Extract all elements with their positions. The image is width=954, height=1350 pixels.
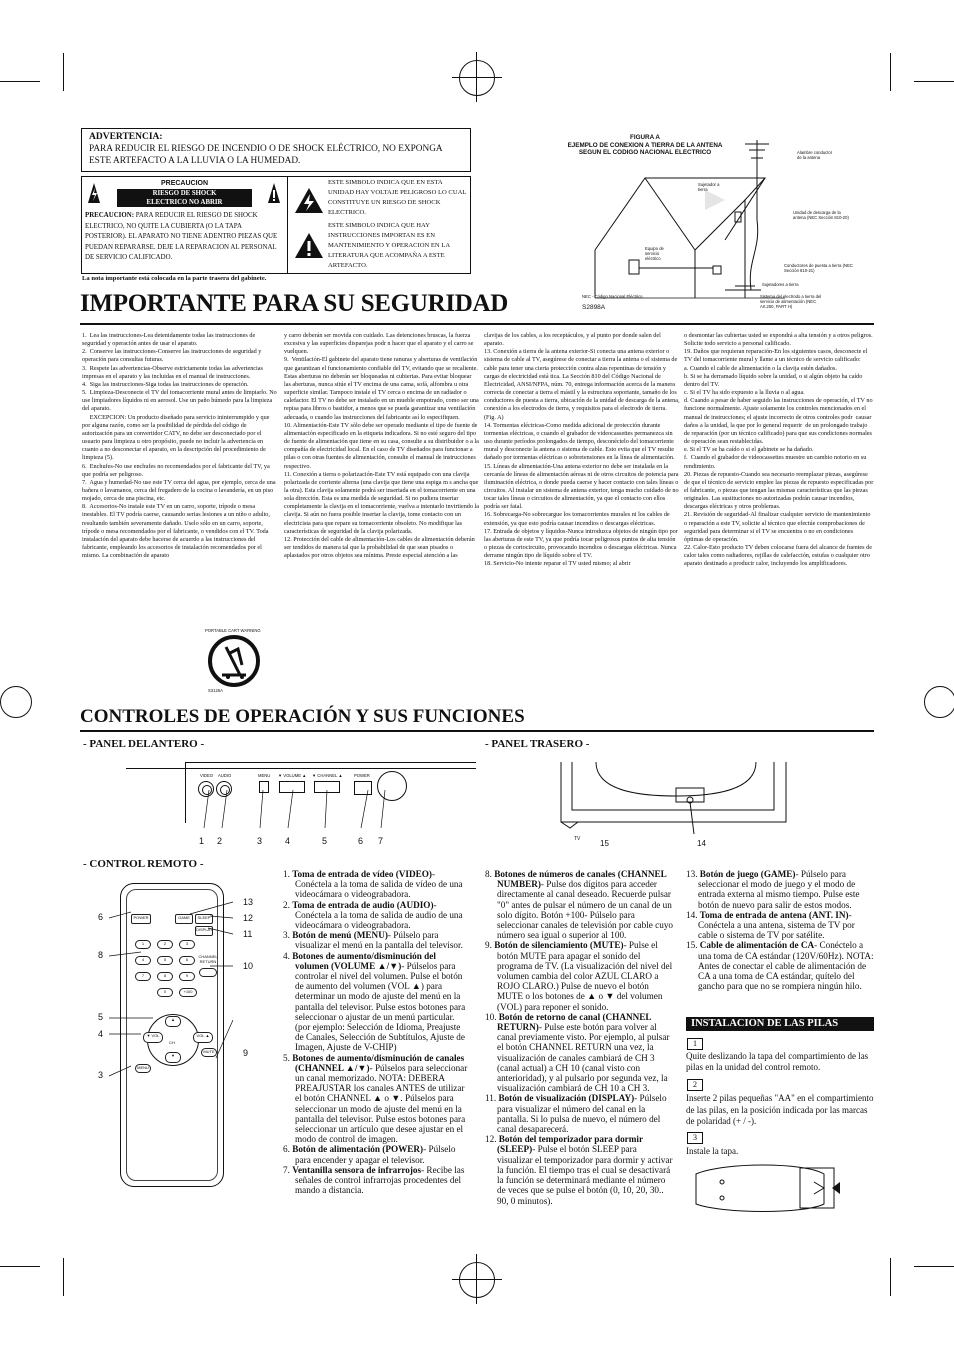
remote-ch-label: CH xyxy=(169,1040,175,1045)
battery-heading: INSTALACION DE LAS PILAS xyxy=(686,1017,874,1031)
remote-callout-10: 10 xyxy=(243,961,254,971)
figure-code: S2898A xyxy=(582,304,606,311)
function-text: - Pulse dos dígitos para acceder directamente al canal deseado. Recuerde pulsar "0" antes de pulsar el número de un canal de un solo dígito. Botón +100- Púlselo para seleccionar canales de televisión por cable cuyo número sea igual o superior al 100. xyxy=(497,879,674,941)
function-number: 9. xyxy=(485,940,495,951)
function-text: - Conéctela a una antena, sistema de TV por cable o sistema de TV por satélite. xyxy=(698,909,855,941)
cart-warning-icon xyxy=(208,635,260,687)
function-number: 5. xyxy=(283,1052,293,1063)
cart-warning-code: S3126A xyxy=(208,688,223,693)
registration-mark-icon xyxy=(459,1262,495,1298)
warning-text: PARA REDUCIR EL RIESGO DE INCENDIO O DE SHOCK ELÉCTRICO, NO EXPONGA ESTE ARTEFACTO A LA LLUVIA O LA HUMEDAD. xyxy=(89,144,443,166)
functions-column-2 xyxy=(485,869,673,1206)
crop-mark xyxy=(914,81,954,82)
front-panel-heading: - PANEL DELANTERO - xyxy=(83,738,205,750)
function-text: - Pulse el botón SLEEP para visualizar el temporizador para dormir y activar la función. El tiempo tras el cual se desactivará la función se determinará mediante el número de veces que se pulse el botón (0, 10, 20, 30.. 90, 0 minutos). xyxy=(497,1144,673,1206)
function-item xyxy=(283,1053,471,1145)
function-number: 14. xyxy=(686,909,700,920)
function-text: - Conéctelo a una toma de CA estándar (120V/60Hz). NOTA: Antes de conectar el cable de alimentación de CA a una toma de CA estándar, quítelo del gancho para que no se rompiera ningún hilo. xyxy=(698,940,874,992)
page-title-safety: IMPORTANTE PARA SU SEGURIDAD xyxy=(80,290,509,317)
function-title: Botón del temporizador para dormir (SLEEP) xyxy=(497,1134,643,1155)
remote-callout-8: 8 xyxy=(98,950,104,960)
figure-label-6: Sujetadores a tierra xyxy=(762,282,799,287)
front-label-channel: ▼ CHANNEL ▲ xyxy=(312,773,343,778)
function-text: - Pulse el botón MUTE para apagar el sonido del programa de TV. (La visualización del nivel del volumen cambia del color AZUL CLARO a ROJO CLARO.) Pulse de nuevo el botón MUTE o los botones de ▲ o ▼ del volumen (VOL) para reponer el sonido. xyxy=(497,940,673,1012)
caution-box xyxy=(81,176,471,274)
function-item xyxy=(686,940,874,991)
remote-callout-5: 5 xyxy=(98,1012,104,1022)
function-title: Botón de retorno de canal (CHANNEL RETURN) xyxy=(497,1011,651,1033)
caution-banner-2: ELECTRICO NO ABRIR xyxy=(146,199,223,206)
functions-column-3 xyxy=(686,869,874,991)
remote-callout-11: 11 xyxy=(243,929,253,939)
crop-mark xyxy=(0,1266,40,1267)
caution-label: PRECAUCION: xyxy=(85,212,134,219)
figure-label-2: Sujetador a tierra xyxy=(698,182,720,192)
remote-key-5[interactable]: 5 xyxy=(157,956,173,965)
function-title: Cable de alimentación de CA xyxy=(699,940,815,951)
battery-step-3-text: Instale la tapa. xyxy=(686,1146,739,1156)
figure-title-2: EJEMPLO DE CONEXION A TIERRA DE LA ANTENA xyxy=(567,141,723,149)
function-title: Botón de juego (GAME) xyxy=(699,869,796,879)
safety-column-3: clavijas de los cables, a los receptáculos, y al punto por donde salen del aparato. 13. Conexión a tierra de la antena exterior-Si conecta una antena exterior o sistema de cable al TV, asegúrese de conectar a tierra la antena o el sistema de cable para tener una cierta protección contra alzas repentinas de tensión y cargas de electricidad está tica. La Sección 810 del Código Nacional de Electricidad, ANSI/NFPA, núm. 70, entrega información acerca de la manera correcta de conectar a tierra el mástil y la estructura soportante, tamaño de los conductores de puesta a tierra, ubicación de la unidad de descarga de la antena, conexión a los electrodos de tierra, y requisitos para el electrodo de tierra. (Fig. A) 14. Tormentas eléctricas-Como medida adicional de protección durante tormentas eléctricas, o cuando el grabador de videocassettes permanezca sin uso durante períodos prolongados de tiempo, desconéctelo del tomacorriente mural y desconecte la antena o sistema de cable. Esto evita que el TV resulte dañado por tormentas eléctricas o sobretensiones en la línea de alimentación. 15. Líneas de alimentación-Una antena exterior no debe ser instalada en la cercanía de líneas de alimentación aéreas ni de otros circuitos de potencia para iluminación eléctrica, o donde pueda caerse y hacer contacto con tales líneas o circuitos. Al instalar un sistema de antena exterior, tenga mucho cuidado de no tocar tales líneas o circuitos de alimentación, ya que el contacto con ellos podría ser fatal. 16. Sobrecarga-No sobrecargue los tomacorrientes murales ni los cables de extensión, ya que esto podría causar incendios o descargas eléctricas. 17. Entrada de objetos y líquidos-Nunca introduzca objetos de ningún tipo por las aberturas de este TV, ya que podría tocar peligrosos puntos de alta tensión o piezas de cortocircuito, provocando incendios o descargas eléctricas. Nunca derrame ningún tipo de líquido sobre el TV. 18. Servicio-No intente reparar el TV usted mismo; al abrir xyxy=(484,332,680,568)
function-number: 12. xyxy=(485,1134,499,1145)
function-text: - Conéctela a la toma de salida de vídeo de una videocámara o videograbadora. xyxy=(295,869,463,900)
function-number: 10. xyxy=(485,1011,499,1022)
remote-key-6[interactable]: 6 xyxy=(179,956,195,965)
callout-14: 14 xyxy=(697,839,706,848)
crop-mark xyxy=(0,81,40,82)
remote-key-8[interactable]: 8 xyxy=(157,972,173,981)
remote-vol-up-button[interactable]: VOL ▲ xyxy=(193,1032,213,1043)
function-title: Ventanilla sensora de infrarrojos xyxy=(292,1164,422,1175)
figure-title-1: FIGURA A xyxy=(630,134,660,141)
function-text: - Púlselo para visualizar el número del canal en la pantalla. Si lo pulsa de nuevo, el número del canal desaparecerá. xyxy=(497,1093,667,1135)
front-label-audio: AUDIO xyxy=(218,773,232,778)
callout-7: 7 xyxy=(378,836,384,846)
remote-key-3[interactable]: 3 xyxy=(179,940,195,949)
remote-key-0[interactable]: 0 xyxy=(157,988,173,997)
warning-box xyxy=(81,128,471,172)
back-panel-heading: - PANEL TRASERO - xyxy=(485,738,590,750)
function-number: 3. xyxy=(283,930,293,941)
function-item xyxy=(283,1165,471,1196)
function-title: Toma de entrada de vídeo (VIDEO) xyxy=(292,869,432,879)
battery-step-3: 3 xyxy=(687,1132,703,1144)
front-label-volume: ▼ VOLUME ▲ xyxy=(278,773,307,778)
remote-sleep-button[interactable]: SLEEP xyxy=(195,914,213,924)
remote-key-4[interactable]: 4 xyxy=(135,956,151,965)
callout-15: 15 xyxy=(600,839,609,848)
lightning-triangle-icon xyxy=(294,187,324,214)
symbol1-text: ESTE SIMBOLO INDICA QUE EN ESTA UNIDAD HAY VOLTAJE PELIGROSO LO CUAL CONSTITUYE UN RIESGO DE SHOCK ELECTRICO. xyxy=(328,179,467,216)
cart-warning-label: PORTABLE CART WARNING xyxy=(205,628,261,633)
function-item xyxy=(485,869,673,940)
figure-label-8: Sistema del electrodo a tierra del servicio de alimentación (NEC Art.250, PART H) xyxy=(760,294,822,309)
safety-column-2: y carro deberán ser movida con cuidado. Las detenciones bruscas, la fuerza excesiva y las superficies disparejas podr n hacer que el aparato y el carro se vuelquen. 9. Ventilación-El gabinete del aparato tiene ranuras y aberturas de ventilación que garantizan el funcionamiento confiable del TV, evitando que se recaliente. Estas aberturas no deberán ser bloqueadas ni cubiertas. Para evitar bloquear las aberturas, nunca sitúe el TV encima de una cama, sofá, alfombra u otra superficie similar. Tampoco instale el TV cerca o encima de un radiador o calefactor. El TV no debe ser instalado en un mueble empotrado, como ser una repisa para libros o bastidor, a menos que se pueda garantizar una ventilación adecuada, o cuando las instrucciones del fabricante así lo especifiquen. 10. Alimentación-Este TV sólo debe ser operado mediante el tipo de fuente de alimentación especificado en la etiqueta indicadora. Si no esté seguro del tipo de fuente de alimentación que tiene en su casa, consulte a su distribuidor o a la compañía de electricidad local. En el caso de TV diseñados para funcionar a pilas o con otras fuentes de alimentación, consulte el manual de instrucciones respectivo. 11. Conexión a tierra o polarización-Este TV está equipado con una clavija polarizada de corriente alterna (una clavija que tiene una espiga m s ancha que la otra). Esta clavija solamente podrá ser insertada en el tomacorriente en una sola dirección. Esta es una medida de seguridad. Si no pudiera insertar completamente la clavija en el tomacorriente, vuelva a intentarlo invirtiendo la clavija. Si aún no fuera posible insertar la clavija, tome contacto con un electricista para que repare su tomacorriente obsoleto. No modifique las características de seguridad de la clavija polarizada. 12. Protección del cable de alimentación-Los cables de alimentación deberán ser tendidos de manera tal que la probabilidad de que sean pisados o aplastados por otros objetos sea mínima. Preste especial atención a las xyxy=(284,332,479,560)
lightning-icon xyxy=(87,182,101,204)
figure-label-1: Alambre conductor de la antena xyxy=(797,150,833,160)
page-title-controls: CONTROLES DE OPERACIÓN Y SUS FUNCIONES xyxy=(80,706,525,727)
function-number: 13. xyxy=(686,869,700,879)
figure-label-5: Conductores de puesta a tierra (NEC Sección 810-21) xyxy=(784,263,853,273)
divider xyxy=(80,323,874,325)
safety-column-1: 1. Lea las instrucciones-Lea detenidamente todas las instrucciones de seguridad y operación antes de usar el aparato. 2. Conserve las instrucciones-Conserve las instrucciones de seguridad y operación para consultas futuras. 3. Respete las advertencias-Observe estrictamente todas las advertencias impresas en el aparato y las incluidas en el manual de instrucciones. 4. Siga las instrucciones-Siga todas las instrucciones de operación. 5. Limpieza-Desconecte el TV del tomacorriente mural antes de limpiarlo. No use limpiadores líquidos ni en aerosol. Use un paño húmedo para la limpieza del aparato. EXCEPCION: Un producto diseñado para servicio ininterrumpido y que por alguna razón, como ser la posibilidad de pérdida del código de autorización para un convertidor CATV, no debe ser desconectado por el usuario para limpieza u otro propósito, puede no incluir la advertencia en cuanto a no desconectar el aparato, en la descripción del procedimiento de limpieza (5). 6. Enchufes-No use enchufes no recomendados por el fabricante del TV, ya que podría ser peligroso. 7. Agua y humedad-No use este TV cerca del agua, por ejemplo, cerca de una bañera o lavamanos, cerca del fregadero de la cocina o lavandería, en un piso mojado, cerca de una piscina, etc. 8. Accesorios-No instale este TV en un carro, soporte, trípode o mesa inestables. El TV podría caerse, causando serias lesiones a un niño o adulto, resultando también severamente dañado. Uselo sólo en un carro, soporte, trípode o mesa recomendados por el fabricante, o vendidos con el TV. Toda instalación del aparato debe hacerse de acuerdo a las instrucciones del fabricante, empleando los accesorios de instalación recomendados por el mismo. La combinación de aparato xyxy=(82,332,277,560)
callout-1: 1 xyxy=(199,836,205,846)
remote-menu-button[interactable]: MENU xyxy=(135,1064,151,1073)
remote-game-button[interactable]: GAME xyxy=(175,914,193,924)
function-item xyxy=(485,1134,673,1205)
front-label-power: POWER xyxy=(354,773,370,778)
divider xyxy=(80,730,874,732)
function-text: - Conéctela a la toma de salida de audio de una videocámara o videograbadora. xyxy=(295,899,463,931)
battery-step-2-text: Inserte 2 pilas pequeñas "AA" en el compartimiento de las pilas, en la posición indicada por las marcas de polaridad (+ / -). xyxy=(686,1093,874,1126)
remote-power-button[interactable]: POWER xyxy=(131,914,151,924)
remote-key-1[interactable]: 1 xyxy=(135,940,151,949)
function-item xyxy=(686,869,874,910)
function-number: 8. xyxy=(485,869,495,879)
function-item xyxy=(485,1012,673,1094)
callout-5: 5 xyxy=(322,836,328,846)
crop-mark xyxy=(890,53,891,91)
remote-heading: - CONTROL REMOTO - xyxy=(83,858,204,870)
callout-3: 3 xyxy=(257,836,263,846)
functions-column-1 xyxy=(283,869,471,1196)
callout-6: 6 xyxy=(358,836,364,846)
remote-vol-down-button[interactable]: ▼ VOL xyxy=(143,1032,163,1043)
function-number: 6. xyxy=(283,1144,293,1155)
symbol2-text: ESTE SIMBOLO INDICA QUE HAY INSTRUCCIONES IMPORTAN ES EN MANTENIMIENTO Y OPERACION EN LA LITERATURA QUE ACOMPAÑA A ESTE ARTEFACTO. xyxy=(328,222,450,269)
remote-callout-3: 3 xyxy=(98,1070,104,1080)
caution-title: PRECAUCION xyxy=(160,180,209,187)
exclamation-icon xyxy=(267,182,281,204)
function-item xyxy=(283,951,471,1053)
exclamation-triangle-icon xyxy=(294,232,324,259)
remote-display-button[interactable]: DISPLAY xyxy=(195,926,213,936)
registration-mark-icon xyxy=(924,686,954,718)
callout-2: 2 xyxy=(217,836,223,846)
callout-4: 4 xyxy=(285,836,291,846)
function-text: - Pulse este botón para volver al canal previamente visto. Por ejemplo, al pulsar el botón CHANNEL RETURN una vez, la visualización de canales cambiará de CH 3 (canal actual) a CH 10 (canal visto con anterioridad), y al pulsarlo por segunda vez, la visualización cambiará de CH 10 a CH 3. xyxy=(497,1022,670,1094)
function-text: - Púlselos para seleccionar un canal memorizado. NOTA: DEBERA PREAJUSTAR los canales ANTES de utilizar el botón CHANNEL ▲ o ▼. Púlselos para seleccionar un modo de ajuste del menú en la pantalla del televisor. Pulse estos botones para seleccionar un artículo que desee ajustar en el modo de control de imagen. xyxy=(295,1062,468,1145)
function-item xyxy=(283,900,471,931)
remote-callout-12: 12 xyxy=(243,913,254,923)
function-title: Botones de aumento/disminución de canales (CHANNEL ▲/▼) xyxy=(292,1052,465,1073)
function-item xyxy=(485,1093,673,1134)
function-number: 7. xyxy=(283,1164,293,1175)
front-label-video: VIDEO xyxy=(200,773,214,778)
figure-title-3: SEGUN EL CODIGO NACIONAL ELECTRICO xyxy=(578,149,712,156)
safety-column-4: o desmontar las cubiertas usted se expondrá a alta tensión y a otros peligros. Solicite todo servicio a personal calificado. 19. Daños que requieran reparación-En los siguientes casos, desconecte el TV del tomacorriente mural y llame a un técnico de servicio calificado: a. Cuando el cable de alimentación o la clavija estén dañados. b. Si se ha derramado líquido sobre la unidad, o si algún objeto ha caído dentro del TV. c. Si el TV ha sido expuesto a la lluvia o al agua. d. Cuando a pesar de haber seguido las instrucciones de operación, el TV no funcione normalmente. Ajuste solamente los controles mencionados en el manual de instrucciones; el ajuste incorrecto de otros controles podr causar daños a la unidad, la que por lo general requerir de un prolongado trabajo de reparación (por un técnico calificado) para que sus condiciones normales de operación sean restablecidas. e. Si el TV se ha caído o si el gabinete se ha dañado. f. Cuando el grabador de videocassettes muestre un cambio notorio en su rendimiento. 20. Piezas de repuesto-Cuando sea necesario reemplazar piezas, asegúrese de que el técnico de servicio emplee las piezas de repuesto especificadas por el fabricante, o piezas que tengan las mismas características que las piezas originales. Las sustituciones no autorizadas podrán causar incendios, descargas eléctricas y otros problemas. 21. Revisión de seguridad-Al finalizar cualquier servicio de mantenimiento o reparación a este TV, solicite al técnico que efectúe comprobaciones de seguridad para determinar si el TV se encuentra o no en condiciones óptimas de operación. 22. Calor-Esto producto TV deben colocarse fuera del alcance de fuentes de calor tales como radiadores, rejillas de calefacción, estufas o cualquier otro aparato destinado a producir calor, incluyendo los amplificadores. xyxy=(684,332,874,568)
caution-banner-1: RIESGO DE SHOCK xyxy=(152,190,217,197)
registration-mark-icon xyxy=(459,60,495,96)
remote-callout-13: 13 xyxy=(243,897,254,907)
remote-callout-lines xyxy=(105,890,255,1090)
battery-step-1: 1 xyxy=(687,1038,703,1050)
remote-mute-button[interactable]: MUTE xyxy=(201,1048,217,1057)
figure-label-7: NEC - Código Nacional Eléctrico xyxy=(582,294,643,299)
registration-mark-icon xyxy=(0,686,32,718)
function-title: Toma de entrada de antena (ANT. IN) xyxy=(699,909,849,920)
remote-key-7[interactable]: 7 xyxy=(135,972,151,981)
function-text: - Púlselo para visualizar el menú en la pantalla del televisor. xyxy=(295,930,463,951)
function-title: Botón de silenciamiento (MUTE) xyxy=(494,940,624,951)
function-title: Botón de visualización (DISPLAY) xyxy=(498,1093,635,1104)
remote-callout-9: 9 xyxy=(243,1048,249,1058)
function-text: - Púlselos para controlar el nivel del volumen. Pulse el botón de aumento del volumen (VOL ▲) para determinar un modo de ajuste del menú en la pantalla del televisor. Pulse estos botones para seleccionar o ajustar de un menú particular. (por ejemplo: Selección de Idioma, Preajuste de Canales, Selección de Subtítulos, Ajuste de Imagen, Ajuste de V-CHIP) xyxy=(295,960,466,1053)
crop-mark xyxy=(890,1258,891,1296)
function-text: - Púlselo para encender y apagar el televisor. xyxy=(295,1144,456,1165)
function-item xyxy=(485,940,673,1011)
remote-key-9[interactable]: 9 xyxy=(179,972,195,981)
function-item xyxy=(686,910,874,941)
remote-callout-4: 4 xyxy=(98,1029,104,1039)
function-title: Botones de números de canales (CHANNEL NUMBER) xyxy=(494,869,667,890)
figure-label-4: Equipo de servicio eléctrico xyxy=(645,246,664,261)
function-number: 4. xyxy=(283,950,293,961)
battery-step-2: 2 xyxy=(687,1079,703,1091)
figure-label-3: Unidad de descarga de la antena (NEC Sección 810-20) xyxy=(793,210,849,220)
function-number: 1. xyxy=(283,869,293,879)
remote-key-2[interactable]: 2 xyxy=(157,940,173,949)
battery-cover-illustration xyxy=(694,1160,844,1216)
function-title: Botón de alimentación (POWER) xyxy=(292,1144,424,1155)
battery-step-1-text: Quite deslizando la tapa del compartimiento de las pilas en la unidad del control remoto. xyxy=(686,1051,869,1072)
remote-ch-up-button[interactable]: ▲ xyxy=(165,1016,181,1027)
function-title: Toma de entrada de audio (AUDIO) xyxy=(292,899,434,910)
remote-callout-6: 6 xyxy=(98,912,104,922)
crop-mark xyxy=(914,1266,954,1267)
function-title: Botón de menú (MENU) xyxy=(292,930,388,941)
remote-key-plus100[interactable]: +100 xyxy=(179,988,197,997)
function-item xyxy=(283,869,471,900)
crop-mark xyxy=(63,1258,64,1296)
back-panel-drawing xyxy=(556,762,796,842)
function-number: 2. xyxy=(283,899,293,910)
function-text: - Recibe las señales de control infrarrojas procedentes del mando a distancia. xyxy=(295,1164,465,1196)
caution-text: PARA REDUCIR EL RIESGO DE SHOCK ELECTRICO, NO QUITE LA CUBIERTA (O LA TAPA POSTERIOR). EL APARATO NO TIENE ADENTRO PIEZAS QUE PUEDAN REPARARSE. DEJE LA REPARACION AL PERSONAL DE SERVICIO CALIFICADO. xyxy=(85,212,278,262)
function-title: Botones de aumento/disminución del volumen (VOLUME ▲/▼) xyxy=(292,950,436,971)
back-tv-label: TV xyxy=(574,836,581,842)
function-item xyxy=(283,1144,471,1164)
function-item xyxy=(283,930,471,950)
warning-title: ADVERTENCIA: xyxy=(89,132,163,142)
function-number: 11. xyxy=(485,1093,499,1104)
remote-channel-return-label: CHANNEL RETURN xyxy=(198,954,218,964)
front-label-menu: MENU xyxy=(258,773,271,778)
function-text: - Púlselo para seleccionar el modo de juego y el modo de entrada externa al mismo tiempo. Pulse este botón de nuevo para salir de estos modos. xyxy=(698,869,860,910)
function-number: 15. xyxy=(686,940,700,951)
crop-mark xyxy=(63,53,64,91)
remote-ch-down-button[interactable]: ▼ xyxy=(165,1052,181,1063)
front-callout-lines xyxy=(195,790,395,830)
caution-note: La nota importante está colocada en la parte trasera del gabinete. xyxy=(82,275,267,282)
